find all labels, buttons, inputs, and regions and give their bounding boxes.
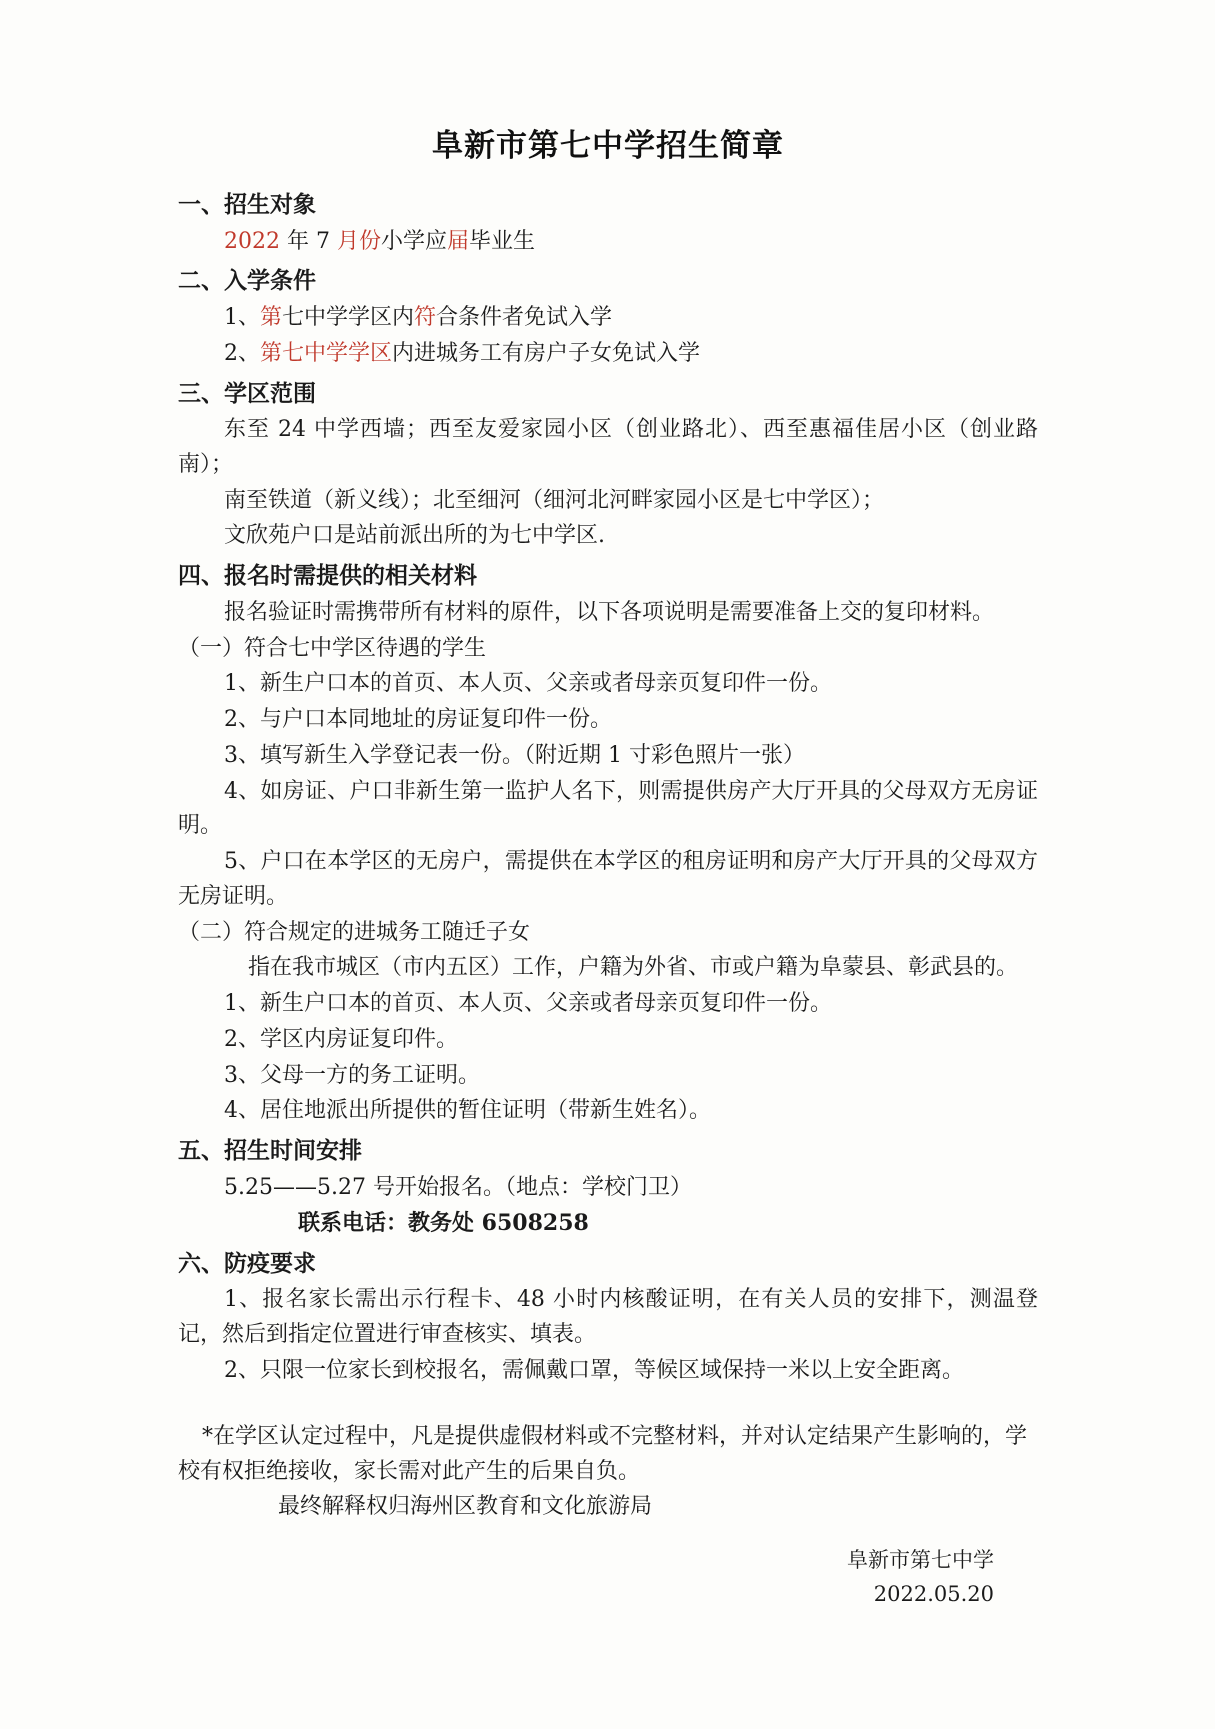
section-2-line-2: 2、第七中学学区内进城务工有房户子女免试入学: [224, 340, 701, 366]
section-4-item-a4: 4、如房证、户口非新生第一监护人名下，则需提供房产大厅开具的父母双方无房证明。: [178, 778, 1038, 839]
section-6-item-2: 2、只限一位家长到校报名，需佩戴口罩，等候区域保持一米以上安全距离。: [224, 1357, 964, 1383]
section-4-item-a2: 2、与户口本同地址的房证复印件一份。: [224, 707, 612, 733]
section-4-item-a1: 1、新生户口本的首页、本人页、父亲或者母亲页复印件一份。: [224, 671, 832, 697]
section-2-line-1: 1、第七中学学区内符合条件者免试入学: [224, 305, 613, 331]
section-heading-5: 五、招生时间安排: [178, 1137, 362, 1165]
section-5-line-1: 5.25——5.27 号开始报名。（地点：学校门卫）: [224, 1174, 692, 1200]
section-4-sub-a: （一）符合七中学区待遇的学生: [178, 635, 487, 661]
section-4-item-a3: 3、填写新生入学登记表一份。（附近期 1 寸彩色照片一张）: [224, 742, 805, 768]
section-4-item-b1: 1、新生户口本的首页、本人页、父亲或者母亲页复印件一份。: [224, 991, 832, 1017]
section-4-item-b2: 2、学区内房证复印件。: [224, 1026, 458, 1052]
section-6-item-1: 1、报名家长需出示行程卡、48 小时内核酸证明，在有关人员的安排下，测温登记，然后到指定位置进行审查核实、填表。: [178, 1287, 1038, 1348]
section-3-line-2: 南至铁道（新义线）；北至细河（细河北河畔家园小区是七中学区）；: [224, 487, 885, 513]
section-heading-1: 一、招生对象: [178, 191, 316, 218]
page-title: 阜新市第七中学招生简章: [432, 128, 784, 164]
section-3-line-1: 东至 24 中学西墙；西至友爱家园小区（创业路北）、西至惠福佳居小区（创业路南）；: [178, 417, 1038, 477]
disclaimer-note: *在学区认定过程中，凡是提供虚假材料或不完整材料，并对认定结果产生影响的，学校有权拒绝接收，家长需对此产生的后果自负。: [178, 1423, 1028, 1484]
section-heading-2: 二、入学条件: [178, 267, 316, 295]
section-heading-3: 三、学区范围: [178, 379, 316, 407]
final-authority: 最终解释权归海州区教育和文化旅游局: [278, 1493, 653, 1519]
section-1-line-1: 2022 年 7 月份小学应届毕业生: [224, 228, 536, 254]
signature-date: 2022.05.20: [873, 1581, 994, 1606]
section-4-item-a5: 5、户口在本学区的无房户，需提供在本学区的租房证明和房产大厅开具的父母双方无房证明。: [178, 849, 1038, 909]
section-4-item-b4: 4、居住地派出所提供的暂住证明（带新生姓名）。: [224, 1098, 711, 1124]
contact-phone: 联系电话：教务处 6508258: [298, 1210, 589, 1237]
section-4-sub-b: （二）符合规定的进城务工随迁子女: [178, 919, 531, 945]
section-4-sub-b-intro: 指在我市城区（市内五区）工作，户籍为外省、市或户籍为阜蒙县、彰武县的。: [248, 955, 1019, 981]
signature-block: [178, 1544, 1038, 1611]
signature-org: 阜新市第七中学: [847, 1548, 994, 1573]
section-4-line-1: 报名验证时需携带所有材料的原件，以下各项说明是需要准备上交的复印材料。: [224, 599, 995, 625]
section-4-item-b3: 3、父母一方的务工证明。: [224, 1062, 480, 1088]
document-body: [178, 120, 1038, 1611]
section-heading-4: 四、报名时需提供的相关材料: [178, 562, 477, 590]
section-3-line-3: 文欣苑户口是站前派出所的为七中学区.: [224, 523, 605, 549]
section-heading-6: 六、防疫要求: [178, 1249, 316, 1277]
